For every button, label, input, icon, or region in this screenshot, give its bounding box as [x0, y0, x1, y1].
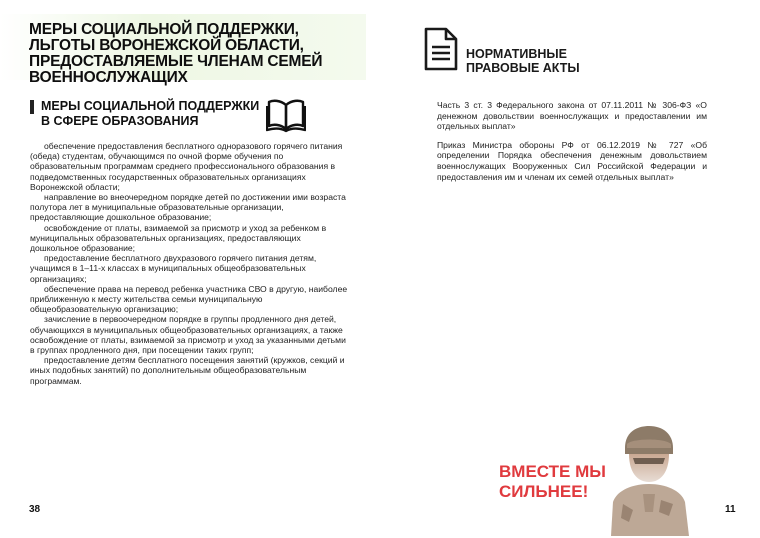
list-item: зачисление в первоочередном порядке в группы продленного дня детей, обучающихся в муниципальных общеобразовательных организациях, а также освобождение от платы, взимаемой за присмотр и уход за указанными детьми в группах продленного дня, при посещении таких групп; [30, 314, 346, 356]
list-item: обеспечение предоставления бесплатного одноразового горячего питания (обеда) студентам, обучающимся по очной форме обучения по образовательным программам среднего профессионального образования в подведомственных государственных образовательных организациях Воронежской области; [30, 141, 343, 192]
book-icon [266, 97, 306, 133]
list-item: освобождение от платы, взимаемой за присмотр и уход за ребенком в муниципальных образовательных организациях, предоставляющих дошкольное образование; [30, 222, 327, 254]
section-title: МЕРЫ СОЦИАЛЬНОЙ ПОДДЕРЖКИ В СФЕРЕ ОБРАЗОВАНИЯ [41, 99, 260, 128]
legal-acts-list [437, 100, 707, 190]
list-item: предоставление бесплатного двухразового горячего питания детям, учащимся в 1–11-х классах в муниципальных общеобразовательных организациях; [30, 253, 317, 284]
legal-act-item: Приказ Министра обороны РФ от 06.12.2019 № 727 «Об определении Порядка обеспечения денежным довольствием военнослужащих Вооруженных Сил Российской Федерации и предоставления им и членам их семей отдельных выплат» [437, 139, 707, 182]
right-page [380, 0, 760, 538]
list-item: обеспечение права на перевод ребенка участника СВО в другую, наиболее приближенную к месту жительства семьи муниципальную общеобразовательную организацию; [30, 283, 348, 315]
list-item: направление во внеочередном порядке детей по достижении ими возраста полутора лет в муниципальные образовательные организации, предоставляющие дошкольное образование; [30, 192, 346, 223]
section-marker [30, 100, 34, 114]
legal-acts-title: НОРМАТИВНЫЕ ПРАВОВЫЕ АКТЫ [466, 47, 580, 75]
page-number: 38 [29, 504, 41, 515]
document-icon [424, 27, 458, 71]
legal-act-item: Часть 3 ст. 3 Федерального закона от 07.11.2011 № 306-ФЗ «О денежном довольствии военнослужащих и предоставлении им отдельных выплат» [437, 100, 707, 132]
main-title: МЕРЫ СОЦИАЛЬНОЙ ПОДДЕРЖКИ, ЛЬГОТЫ ВОРОНЕЖСКОЙ ОБЛАСТИ, ПРЕДОСТАВЛЯЕМЫЕ ЧЛЕНАМ СЕМЕЙ ВОЕННОСЛУЖАЩИХ [29, 21, 323, 86]
support-measures-list [30, 141, 352, 386]
soldier-illustration [603, 418, 693, 536]
list-item: предоставление детям бесплатного посещения занятий (кружков, секций и иных подобных занятий) по дополнительным общеобразовательным программам. [30, 355, 345, 386]
slogan: ВМЕСТЕ МЫ СИЛЬНЕЕ! [499, 462, 606, 501]
page-number: 11 [725, 504, 736, 515]
